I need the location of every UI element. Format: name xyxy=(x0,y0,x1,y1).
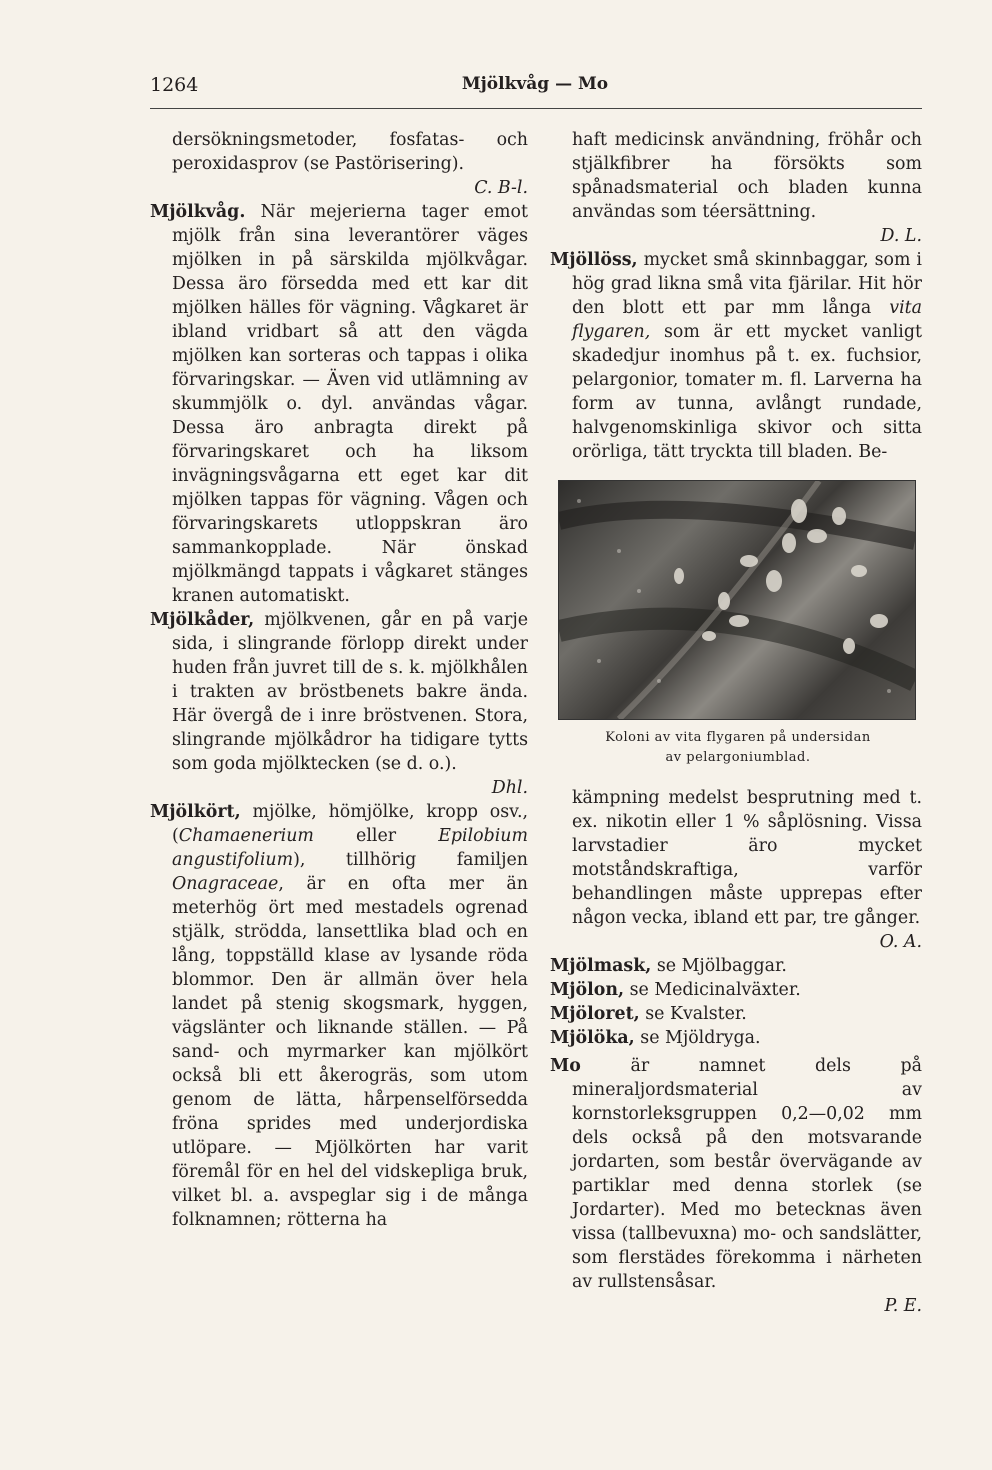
entry-text: är namnet dels på mineraljordsmaterial av kornstorleksgruppen 0,2—0,02 mm dels också på den motsvarande jordarten, som består övervägande av partiklar med denna storlek (se Jordarter). Med mo betecknas även vissa (tallbevuxna) mo- och sandslätter, som flerstädes förekomma i närheten av rullstensåsar. xyxy=(572,1056,923,1292)
whitefly-photo xyxy=(558,480,916,720)
headword: Mjölkvåg. xyxy=(150,202,246,222)
page-header xyxy=(150,74,920,104)
signature: D. L. xyxy=(880,226,922,246)
crossref-mjolon: Mjölon, se Medicinalväxter. xyxy=(550,980,801,1000)
entry-text: mjölkvenen, går en på varje sida, i slingrande förlopp direkt under huden från juvret till de s. k. mjölkhålen i trakten av bröstbenets bakre ända. Här övergå de i inre bröstvenen. Stora, slingrande mjölkådror ha tidigare tytts som goda mjölktecken (se d. o.). xyxy=(172,610,528,774)
crossref-mjoloka: Mjölöka, se Mjöldryga. xyxy=(550,1028,761,1048)
headword: Mjölkåder, xyxy=(150,610,255,630)
headword: Mjöllöss, xyxy=(550,250,638,270)
entry-mjolkader xyxy=(150,608,528,776)
entry-mjolkort: Mjölkört, mjölke, hömjölke, kropp osv., (Chamaenerium eller Epilobium angustifolium), tillhörig familjen Onagraceae, är en ofta mer än meterhög ört med mestadels ogrenad stjälk, strödda, lansettlika blad och en lång, toppställd klase av lysande röda blommor. Den är allmän över hela landet på stenig skogsmark, hyggen, vägslänter och liknande ställen. — På sand- och myrmarker kan mjölkört också bli ett åkerogräs, som utom genom de lätta, hårpenselförsedda fröna sprides med underjordiska utlöpare. — Mjölkörten har varit föremål för en hel del vidskepliga bruk, vilket bl. a. avspeglar sig i de många folknamnen; rötterna ha xyxy=(150,802,528,1230)
right-column xyxy=(550,128,922,1318)
figure-whitefly xyxy=(558,480,918,768)
entry-text: mjölke, hömjölke, kropp osv., ( xyxy=(172,802,528,846)
signature: P. E. xyxy=(884,1296,922,1316)
family-name: Onagraceae xyxy=(172,874,279,894)
headword: Mjölkört, xyxy=(150,802,241,822)
running-title: Mjölkvåg — Mo xyxy=(461,74,609,94)
latin-name: Epilobium angustifolium xyxy=(172,826,528,870)
left-column xyxy=(150,128,528,1232)
signature: C. B-l. xyxy=(474,178,528,198)
headword: Mo xyxy=(550,1056,581,1076)
header-rule xyxy=(150,108,922,109)
latin-name: Chamaenerium xyxy=(178,826,314,846)
continuation-entry: dersökningsmetoder, fosfatas- och peroxidasprov (se Pastörisering). xyxy=(172,130,528,174)
signature: Dhl. xyxy=(491,778,528,798)
whitefly-photo-graphic xyxy=(559,481,915,719)
figure-caption: Koloni av vita flygaren på undersidan av pelargoniumblad. xyxy=(605,730,871,765)
post-figure-block xyxy=(550,786,922,1318)
continuation-entry: haft medicinsk användning, fröhår och stjälkfibrer ha försökts som spånadsmaterial och bladen kunna användas som téersättning. xyxy=(572,130,922,222)
italic-term: vita flygaren, xyxy=(572,298,922,342)
entry-mo xyxy=(550,1054,922,1294)
page-number: 1264 xyxy=(150,74,199,96)
crossref-mjolmask: Mjölmask, se Mjölbaggar. xyxy=(550,956,787,976)
entry-mjolkvag xyxy=(150,200,528,608)
continuation-entry: kämpning medelst besprutning med t. ex. nikotin eller 1 % såplösning. Vissa larvstadier äro mycket motståndskraftiga, varför behandlingen måste upprepas efter någon vecka, ibland ett par, tre gånger. xyxy=(572,788,922,928)
entry-text: När mejerierna tager emot mjölk från sina leverantörer väges mjölken in på särskilda mjölkvågar. Dessa äro försedda med ett kar dit mjölken hälles för vägning. Vågkaret är ibland vridbart så att den vägda mjölken kan sorteras och tappas i olika förvaringskar. — Även vid utlämning av skummjölk o. dyl. användas vågar. Dessa äro anbragta direkt på förvaringskaret och ha liksom invägningsvågarna ett eget kar dit mjölken tappas för vägning. Vågen och förvaringskarets utloppskran äro sammankopplade. När önskad mjölkmängd tappats i vågkaret stänges kranen automatiskt. xyxy=(172,202,528,606)
crossref-mjoloret: Mjöloret, se Kvalster. xyxy=(550,1004,747,1024)
signature: O. A. xyxy=(879,932,922,952)
entry-mjolloss: Mjöllöss, mycket små skinnbaggar, som i hög grad likna små vita fjärilar. Hit hör den blott ett par mm långa vita flygaren, som är ett mycket vanligt skadedjur inomhus på t. ex. fuchsior, pelargonior, tomater m. fl. Larverna ha form av tunna, avlångt rundade, halvgenomskinliga skivor och sitta orörliga, tätt tryckta till bladen. Be- xyxy=(550,250,922,462)
